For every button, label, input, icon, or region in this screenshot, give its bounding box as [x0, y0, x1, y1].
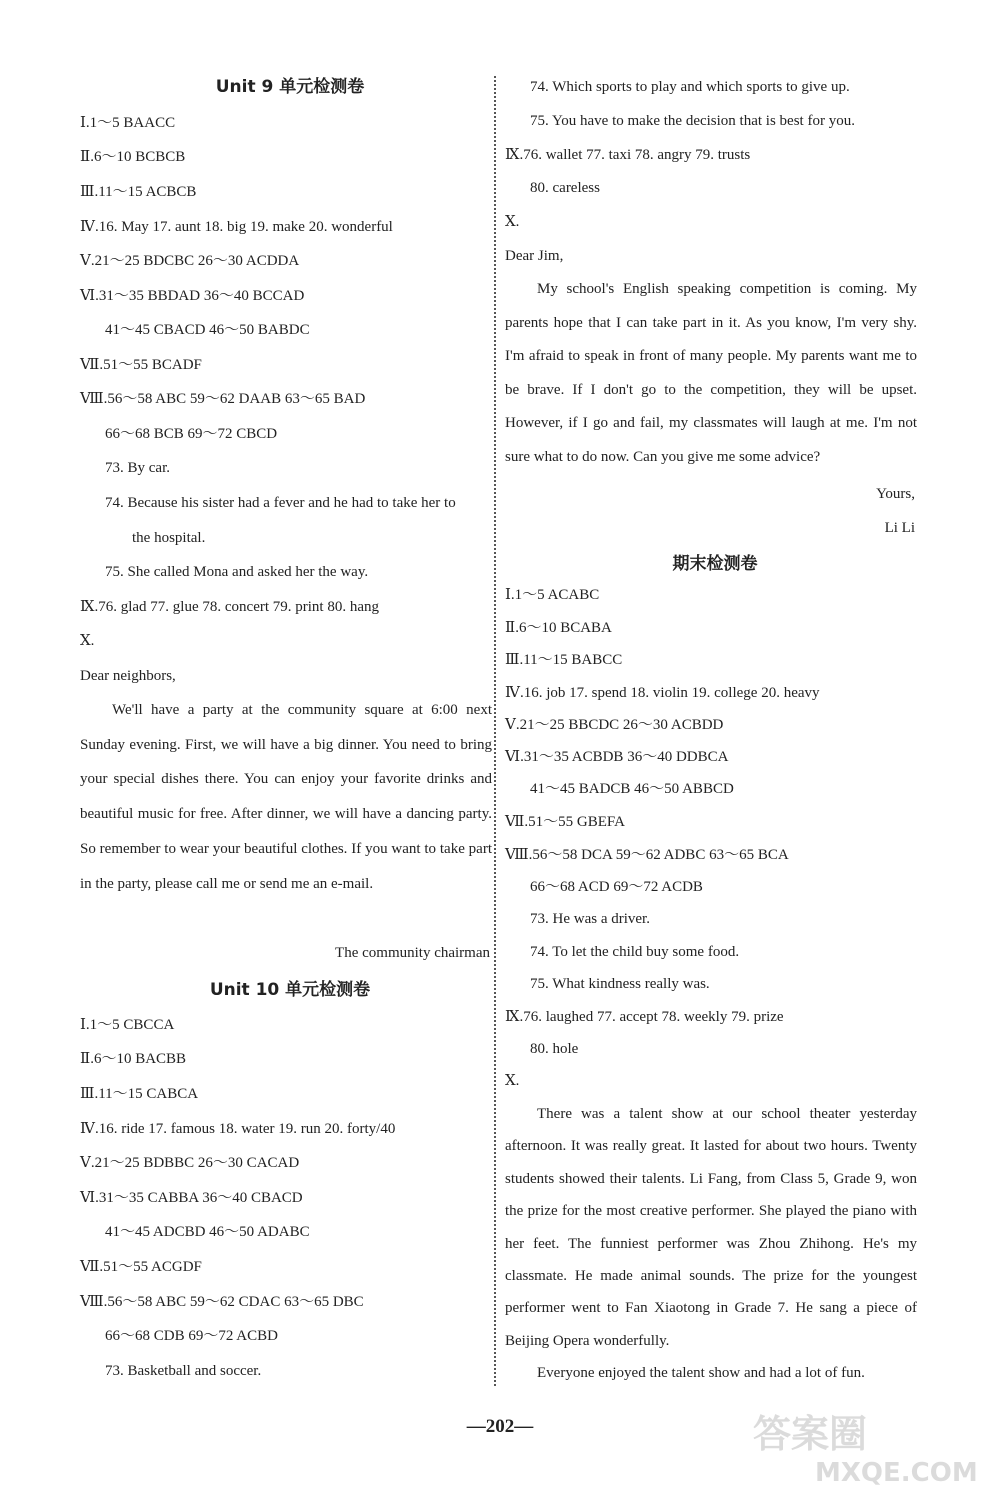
answer-line: 75. What kindness really was. [530, 976, 710, 992]
answer-line: 74. Because his sister had a fever and he had to take her to [105, 495, 456, 511]
answer-line: Ⅴ.21～25 BDBBC 26～30 CACAD [80, 1155, 300, 1171]
answer-line: 80. hole [530, 1041, 579, 1057]
answer-line: 74. To let the child buy some food. [530, 944, 740, 960]
watermark-url: MXQE.COM [815, 1458, 978, 1487]
answer-line: 41～45 ADCBD 46～50 ADABC [105, 1224, 310, 1240]
letter-greeting: Dear neighbors, [80, 668, 176, 684]
answer-line: 41～45 CBACD 46～50 BABDC [105, 322, 310, 338]
letter-body: We'll have a party at the community square at 6:00 next Sunday evening. First, we will have a big dinner. You need to bring your special dishes there. You can enjoy your favorite drinks and beautiful music for free. After dinner, we will have a dancing party. So remember to wear your beautiful clothes. If you want to take part in the party, please call me or send me an e-mail. [80, 702, 492, 892]
answer-line: 75. You have to make the decision that is best for you. [530, 113, 855, 129]
answer-line: Ⅲ.11～15 ACBCB [80, 184, 197, 200]
answer-line: 66～68 CDB 69～72 ACBD [105, 1328, 278, 1344]
column-divider [494, 76, 496, 1386]
page-number: —202— [466, 1416, 534, 1437]
answer-line: 41～45 BADCB 46～50 ABBCD [530, 781, 734, 797]
letter-greeting: Dear Jim, [505, 248, 564, 264]
answer-line: Ⅰ.1～5 ACABC [505, 587, 600, 603]
letter-body: My school's English speaking competition is coming. My parents hope that I can take part in it. As you know, I'm very shy. I'm afraid to speak in front of many people. My parents want me to be brave. If I don't go to the competition, they will be upset. However, if I go and fail, my classmates will laugh at me. I'm not sure what to do now. Can you give me some advice? [505, 281, 917, 465]
answer-line: Ⅸ.76. glad 77. glue 78. concert 79. print 80. hang [80, 599, 379, 615]
answer-line: 80. careless [530, 180, 600, 196]
answer-line: Ⅰ.1～5 CBCCA [80, 1017, 175, 1033]
answer-line: 73. By car. [105, 460, 170, 476]
answer-line: Ⅶ.51～55 GBEFA [505, 814, 625, 830]
final-exam-title: 期末检测卷 [672, 554, 758, 574]
answer-line: 66～68 ACD 69～72 ACDB [530, 879, 703, 895]
answer-line: Ⅷ.56～58 DCA 59～62 ADBC 63～65 BCA [505, 847, 789, 863]
answer-line: Ⅵ.31～35 CABBA 36～40 CBACD [80, 1190, 303, 1206]
letter-signature: The community chairman [335, 945, 490, 961]
answer-line: 73. He was a driver. [530, 911, 650, 927]
answer-line: Ⅴ.21～25 BBCDC 26～30 ACBDD [505, 717, 724, 733]
letter-closing: Yours, [876, 486, 915, 502]
unit9-title: Unit 9 单元检测卷 [215, 77, 365, 97]
section-marker: Ⅹ. [80, 633, 95, 649]
answer-line: Ⅰ.1～5 BAACC [80, 115, 176, 131]
answer-line: Ⅳ.16. ride 17. famous 18. water 19. run 20. forty/40 [80, 1121, 396, 1137]
answer-line: Ⅵ.31～35 ACBDB 36～40 DDBCA [505, 749, 729, 765]
answer-line: Ⅴ.21～25 BDCBC 26～30 ACDDA [80, 253, 300, 269]
essay-paragraph: There was a talent show at our school theater yesterday afternoon. It was really great. It lasted for about two hours. Twenty students showed their talents. Li Fang, from Class 5, Grade 9, won the prize for the most creative performer. She played the piano with her feet. The funniest performer was Zhou Zhihong. He's my classmate. He made animal sounds. The prize for the youngest performer went to Fan Xiaotong in Grade 7. He sang a piece of Beijing Opera wonderfully. [505, 1106, 917, 1349]
answer-line: Ⅲ.11～15 CABCA [80, 1086, 199, 1102]
answer-line: Ⅶ.51～55 BCADF [80, 357, 202, 373]
answer-line: Ⅸ.76. wallet 77. taxi 78. angry 79. trusts [505, 147, 751, 163]
letter-signature: Li Li [884, 520, 915, 536]
watermark-text: 答案圈 [753, 1412, 868, 1456]
answer-line: Ⅷ.56～58 ABC 59～62 CDAC 63～65 DBC [80, 1294, 364, 1310]
section-marker: Ⅹ. [505, 214, 520, 230]
section-marker: Ⅹ. [505, 1073, 520, 1089]
answer-line: Ⅱ.6～10 BCBCB [80, 149, 186, 165]
essay-paragraph: Everyone enjoyed the talent show and had a lot of fun. [537, 1365, 865, 1381]
answer-line: Ⅲ.11～15 BABCC [505, 652, 623, 668]
answer-line: 73. Basketball and soccer. [105, 1363, 262, 1379]
answer-line: Ⅱ.6～10 BCABA [505, 620, 612, 636]
answer-line: the hospital. [132, 530, 206, 546]
answer-line: Ⅷ.56～58 ABC 59～62 DAAB 63～65 BAD [80, 391, 366, 407]
answer-line: Ⅱ.6～10 BACBB [80, 1051, 187, 1067]
watermark-logo [745, 1405, 990, 1487]
answer-line: Ⅳ.16. job 17. spend 18. violin 19. college 20. heavy [505, 685, 820, 701]
answer-line: Ⅸ.76. laughed 77. accept 78. weekly 79. prize [505, 1009, 784, 1025]
answer-line: Ⅳ.16. May 17. aunt 18. big 19. make 20. wonderful [80, 219, 393, 235]
answer-line: 75. She called Mona and asked her the way. [105, 564, 369, 580]
answer-line: Ⅵ.31～35 BBDAD 36～40 BCCAD [80, 288, 305, 304]
answer-line: 74. Which sports to play and which sports to give up. [530, 79, 850, 95]
answer-line: 66～68 BCB 69～72 CBCD [105, 426, 278, 442]
answer-line: Ⅶ.51～55 ACGDF [80, 1259, 202, 1275]
unit10-title: Unit 10 单元检测卷 [209, 980, 371, 1000]
